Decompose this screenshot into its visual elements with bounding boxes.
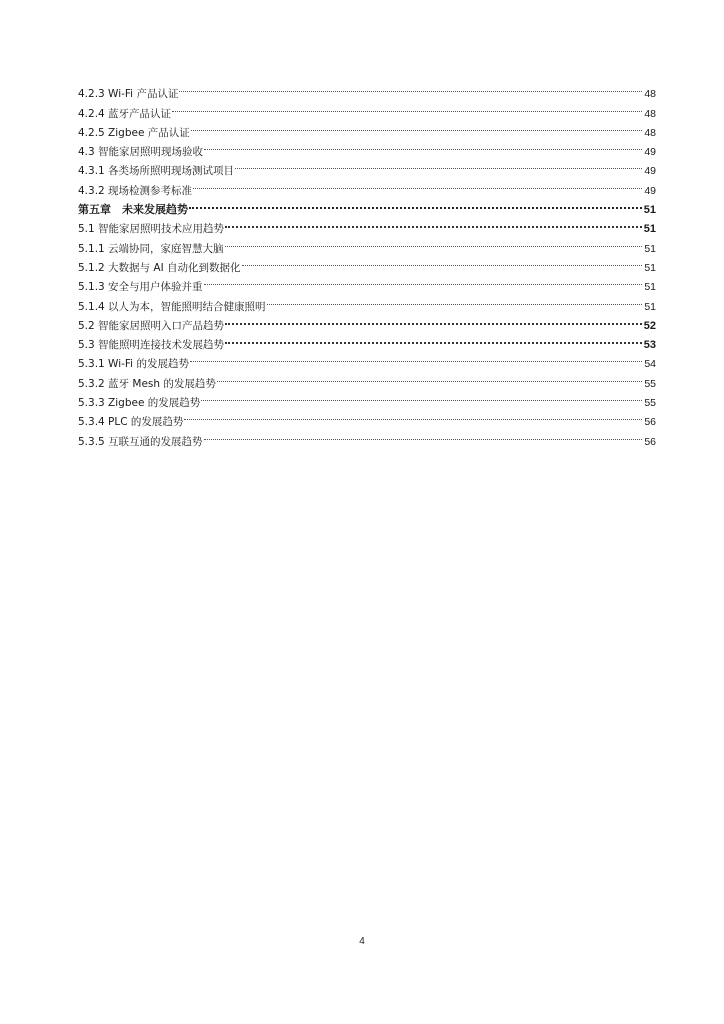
toc-leader xyxy=(267,290,643,309)
toc-entry-page: 48 xyxy=(644,88,656,101)
toc-entry-label: 4.3.2 现场检测参考标准 xyxy=(78,184,193,197)
toc-entry-page: 51 xyxy=(644,242,656,255)
toc-entry-page: 56 xyxy=(644,416,656,429)
toc-entry-label: 5.3.3 Zigbee 的发展趋势 xyxy=(78,397,201,410)
toc-entry-page: 49 xyxy=(644,184,656,197)
toc-entry-label: 4.2.4 蓝牙产品认证 xyxy=(78,107,172,120)
toc-entry-label: 4.2.3 Wi-Fi 产品认证 xyxy=(78,88,179,101)
toc-entry-label: 5.3.5 互联互通的发展趋势 xyxy=(78,435,203,448)
toc-leader xyxy=(179,78,642,97)
toc-leader xyxy=(235,155,642,174)
toc-entry-label: 5.1 智能家居照明技术应用趋势 xyxy=(78,223,225,236)
toc-entry-page: 51 xyxy=(644,300,656,313)
toc-entry-page: 48 xyxy=(644,126,656,139)
toc-entry-page: 55 xyxy=(644,397,656,410)
toc-entry-label: 5.2 智能家居照明入口产品趋势 xyxy=(78,319,225,332)
toc-entry-page: 53 xyxy=(643,339,656,352)
toc-leader xyxy=(193,174,642,193)
toc-entry-page: 54 xyxy=(644,358,656,371)
toc-entry-label: 4.2.5 Zigbee 产品认证 xyxy=(78,126,190,139)
toc-entry-page: 51 xyxy=(643,204,656,217)
toc-entry-page: 52 xyxy=(643,319,656,332)
toc-entry-page: 55 xyxy=(644,377,656,390)
toc-entry-page: 49 xyxy=(644,146,656,159)
toc-leader xyxy=(191,117,643,136)
toc-entry-page: 51 xyxy=(644,261,656,274)
toc-entry-page: 51 xyxy=(643,223,656,236)
toc-leader xyxy=(225,232,643,251)
toc-entry-label: 4.3.1 各类场所照明现场测试项目 xyxy=(78,165,235,178)
toc-entry-page: 56 xyxy=(644,435,656,448)
toc-entry-label: 5.1.2 大数据与 AI 自动化到数据化 xyxy=(78,261,241,274)
toc-leader xyxy=(204,271,643,290)
toc-leader xyxy=(225,310,642,329)
toc-entry-page: 51 xyxy=(644,281,656,294)
toc-entry-label: 5.3.1 Wi-Fi 的发展趋势 xyxy=(78,358,189,371)
toc-leader xyxy=(172,97,642,116)
toc-leader xyxy=(225,213,642,232)
toc-entry-page: 49 xyxy=(644,165,656,178)
toc-entry-label: 5.3.4 PLC 的发展趋势 xyxy=(78,416,184,429)
toc-leader xyxy=(204,425,643,444)
toc-entry[interactable] xyxy=(78,78,656,101)
table-of-contents xyxy=(78,78,656,448)
toc-leader xyxy=(189,194,642,213)
toc-leader xyxy=(204,136,642,155)
toc-entry-label: 4.3 智能家居照明现场验收 xyxy=(78,146,204,159)
toc-entry-label: 5.3 智能照明连接技术发展趋势 xyxy=(78,339,225,352)
toc-leader xyxy=(190,348,642,367)
toc-entry-page: 48 xyxy=(644,107,656,120)
toc-entry-label: 5.3.2 蓝牙 Mesh 的发展趋势 xyxy=(78,377,216,390)
toc-leader xyxy=(217,367,642,386)
toc-leader xyxy=(184,406,642,425)
page-number: 4 xyxy=(359,936,365,947)
toc-leader xyxy=(242,252,643,271)
toc-leader xyxy=(225,329,642,348)
toc-leader xyxy=(201,387,642,406)
toc-entry-label: 第五章 未来发展趋势 xyxy=(78,203,188,217)
toc-entry-label: 5.1.4 以人为本，智能照明结合健康照明 xyxy=(78,300,266,313)
toc-entry-label: 5.1.1 云端协同，家庭智慧大脑 xyxy=(78,242,224,255)
toc-entry-label: 5.1.3 安全与用户体验并重 xyxy=(78,281,203,294)
